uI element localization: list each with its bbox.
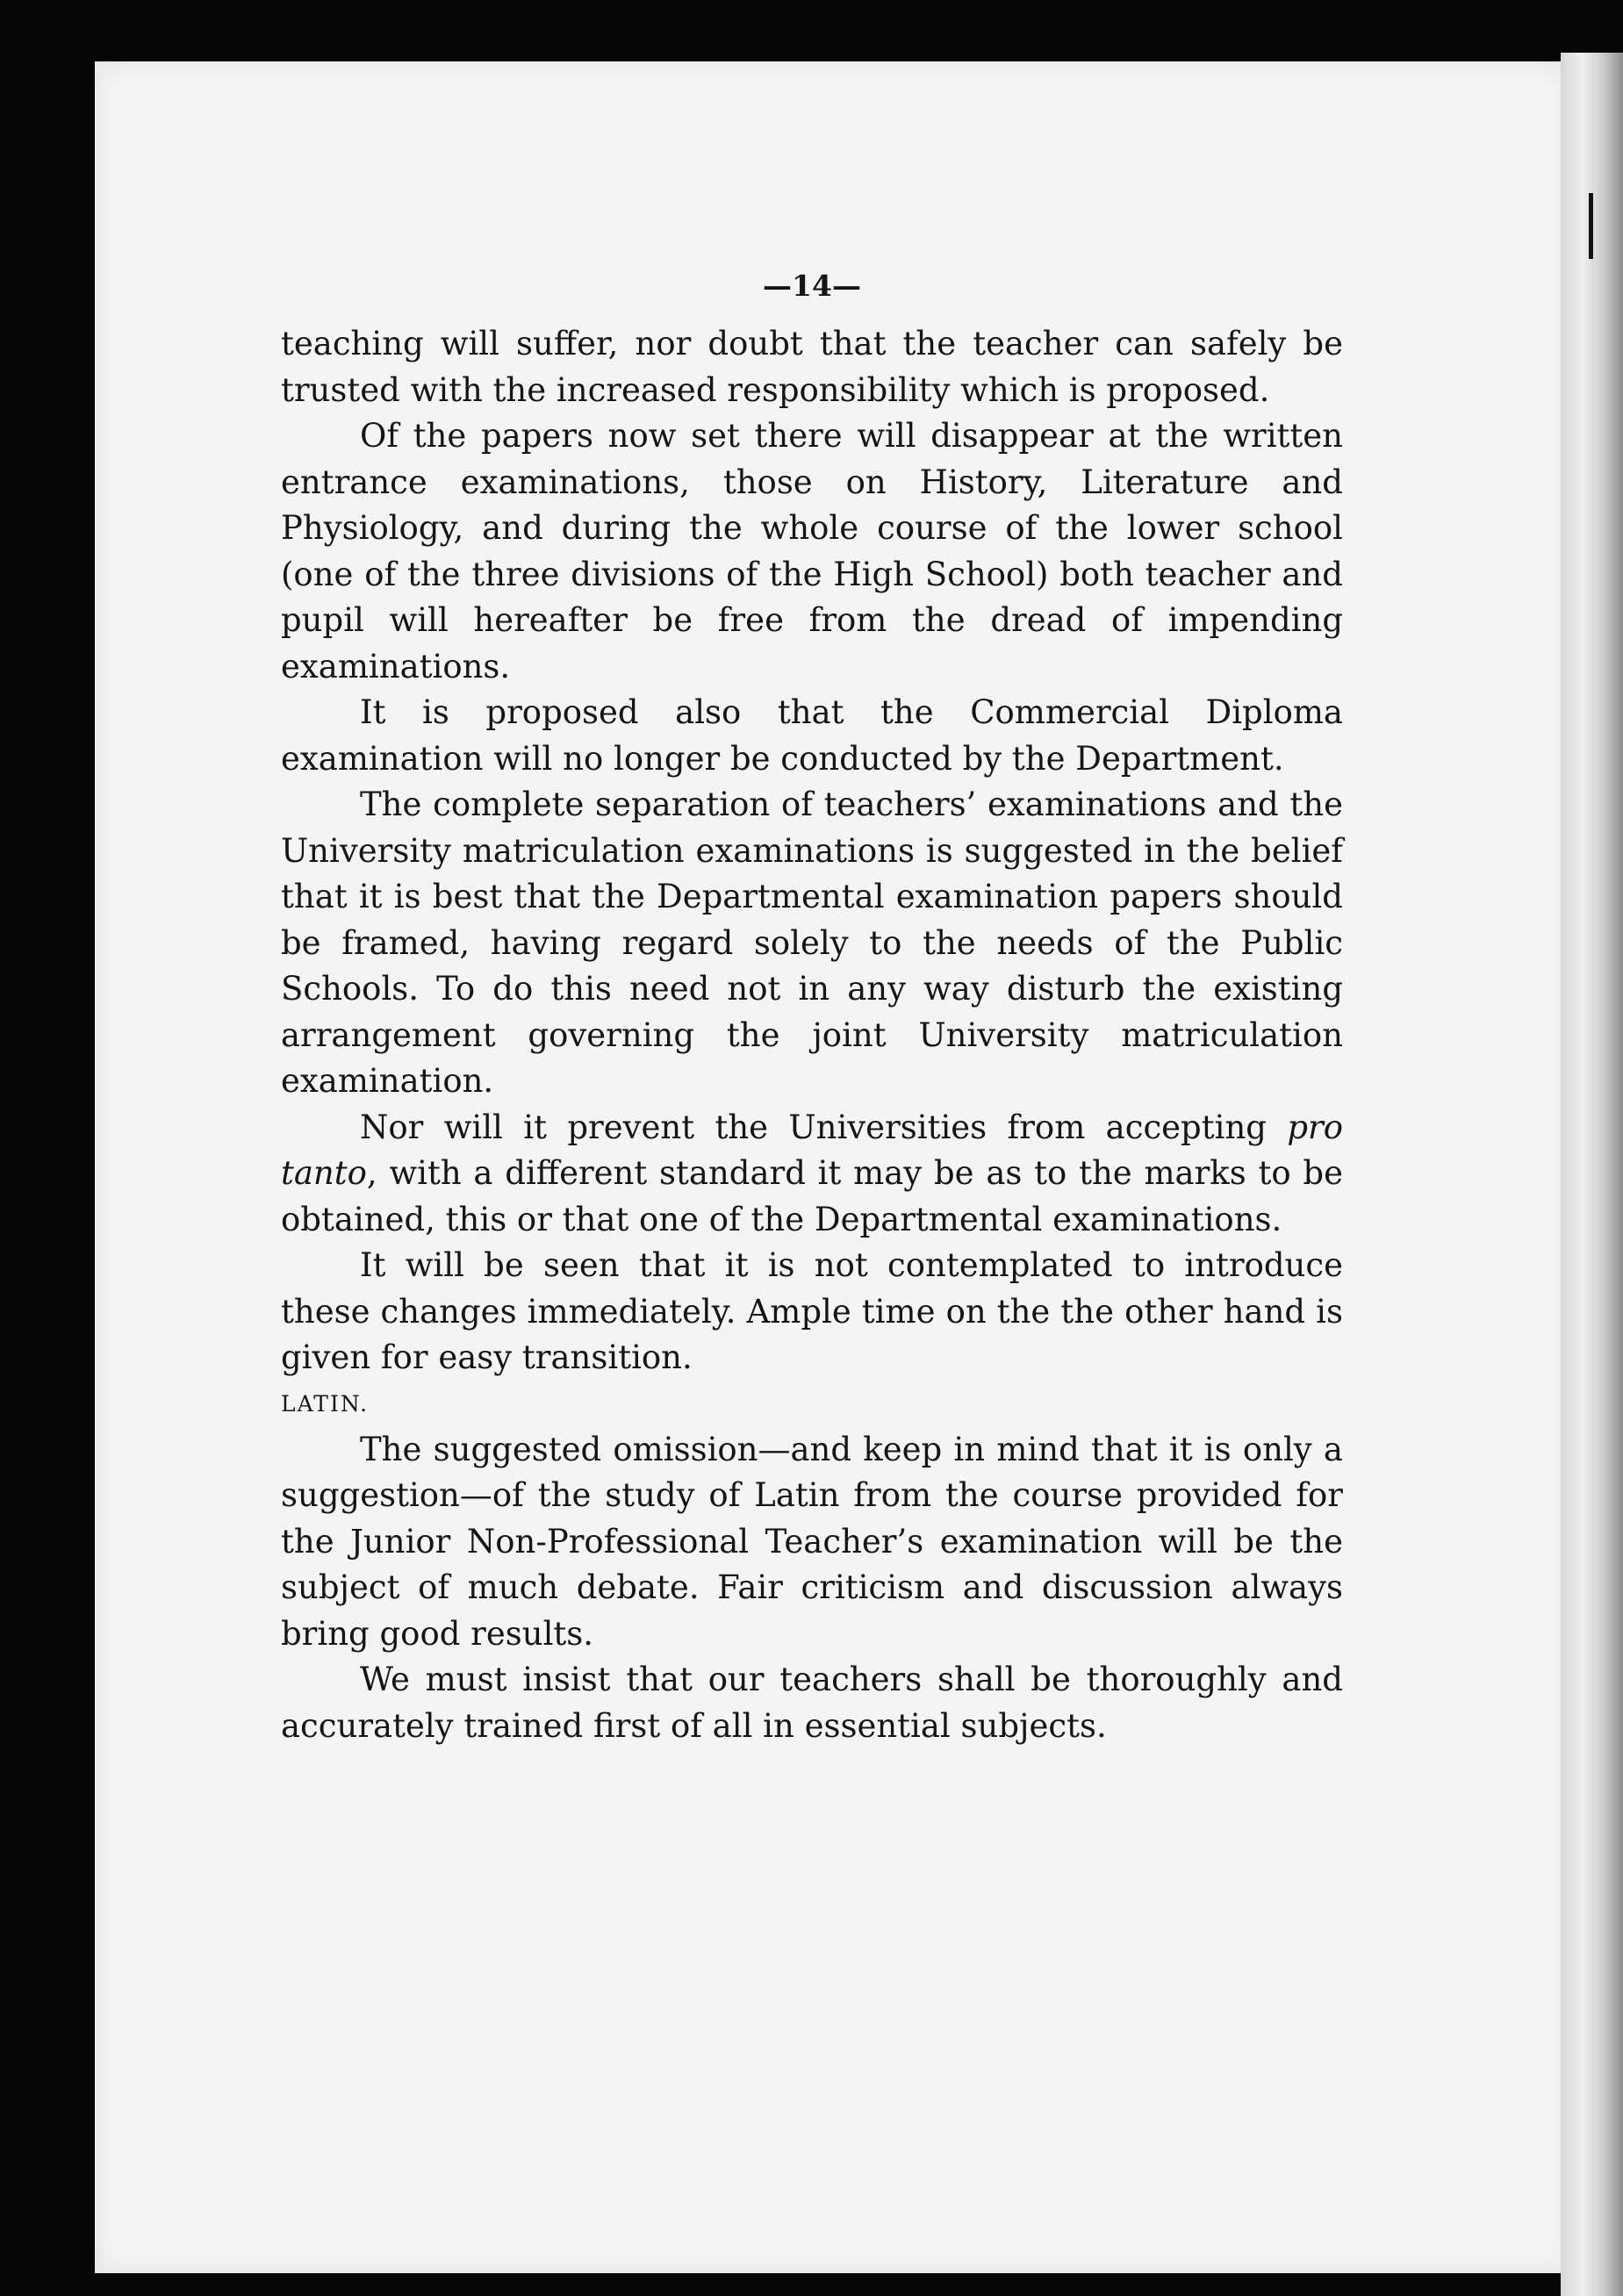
paragraph-papers: Of the papers now set there will disappear at the written entrance examinations, those on History, Literature and Physiology, and during the whole course of the lower school (one of the three divisions of the High School) both teacher and pupil will hereafter be free from the dread of impending examinations. xyxy=(281,417,1343,685)
italic-phrase: pro tanto xyxy=(281,1108,1343,1192)
section-heading: LATIN. xyxy=(281,1390,370,1417)
book-edge xyxy=(1561,53,1623,2296)
paragraph-separation: The complete separation of teachers’ examinations and the University matriculation examinations is suggested in the belief that it is best that the Departmental examination papers should be framed, having regard solely to the needs of the Public Schools. To do this need not in any way disturb the existing arrangement governing the joint University matriculation examination. xyxy=(281,786,1343,1100)
body-text xyxy=(281,321,1343,1749)
edge-mark xyxy=(1589,193,1593,259)
paragraph-universities xyxy=(281,1105,1343,1244)
paragraph-latin: The suggested omission—and keep in mind that it is only a suggestion—of the study of Latin from the course provided for the Junior Non-Professional Teacher’s examination will be the subject of much debate. Fair criticism and discussion always bring good results. xyxy=(281,1430,1343,1653)
paragraph-continuation: teaching will suffer, nor doubt that the teacher can safely be trusted with the increased responsibility which is proposed. xyxy=(281,325,1343,409)
page-number: —14— xyxy=(763,269,861,303)
paragraph-insist: We must insist that our teachers shall be thoroughly and accurately trained first of all in essential subjects. xyxy=(281,1661,1343,1745)
paragraph-transition: It will be seen that it is not contemplated to introduce these changes immediately. Ample time on the the other hand is given for easy transition. xyxy=(281,1246,1343,1376)
universities-rest: , with a different standard it may be as to the marks to be obtained, this or that one of the Departmental examinations. xyxy=(281,1154,1343,1238)
universities-lead: Nor will it prevent the Universities from accepting xyxy=(360,1108,1288,1146)
paragraph-commercial-diploma: It is proposed also that the Commercial Diploma examination will no longer be conducted by the Department. xyxy=(281,693,1343,778)
